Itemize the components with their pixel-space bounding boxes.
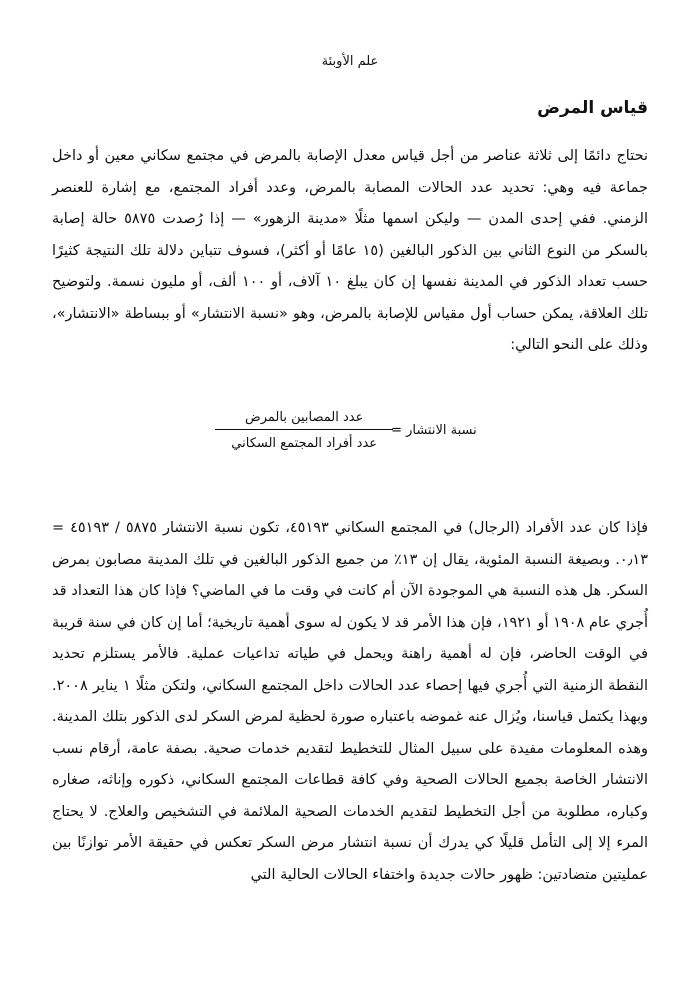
running-header: علم الأوبئة: [321, 54, 379, 69]
document-page: [52, 0, 648, 1000]
prevalence-formula: [52, 410, 648, 451]
paragraph-example: فإذا كان عدد الأفراد (الرجال) في المجتمع السكاني ٤٥١٩٣، تكون نسبة الانتشار ٥٨٧٥ / ٤٥١٩٣ = ٠٫١٣. وبصيغة النسبة المئوية، يقال إن ١٣٪ من جميع الذكور البالغين في تلك المدينة مصابون بمرض السكر. هل هذه النسبة هي الموجودة الآن أم كانت في وقت ما في الماضي؟ فإذا كان هذا التعداد قد أُجري عام ١٩٠٨ أو ١٩٢١، فإن هذا الأمر قد لا يكون له سوى أهمية تاريخية؛ أما إن كان في سنة قريبة في الوقت الحاضر، فإن له أهمية راهنة ويحمل في طياته تداعيات عملية. فالأمر يستلزم تحديد النقطة الزمنية التي أُجري فيها إحصاء عدد الحالات داخل المجتمع السكاني، ولتكن مثلًا ١ يناير ٢٠٠٨. وبهذا يكتمل قياسنا، ويُزال عنه غموضه باعتباره صورة لحظية لمرض السكر لدى الذكور بتلك المدينة. وهذه المعلومات مفيدة على سبيل المثال للتخطيط لتقديم خدمات صحية. بصفة عامة، أرقام نسب الانتشار الخاصة بجميع الحالات الصحية وفي كافة قطاعات المجتمع السكاني، ذكوره وإناثه، صغاره وكباره، مطلوبة من أجل التخطيط لتقديم الخدمات الصحية الملائمة في التشخيص والعلاج. لا يحتاج المرء إلا إلى التأمل قليلًا كي يدرك أن نسبة انتشار مرض السكر تعكس في حقيقة الأمر توازنًا بين عمليتين متضادتين: ظهور حالات جديدة واختفاء الحالات الحالية التي: [52, 520, 649, 883]
formula-denominator: عدد أفراد المجتمع السكاني: [231, 436, 378, 451]
paragraph-intro: نحتاج دائمًا إلى ثلاثة عناصر من أجل قياس معدل الإصابة بالمرض في مجتمع سكاني معين أو داخل جماعة فيه وهي: تحديد عدد الحالات المصابة بالمرض، وعدد أفراد المجتمع، مع إشارة للعنصر الزمني. ففي إحدى المدن — وليكن اسمها مثلًا «مدينة الزهور» — إذا رُصدت ٥٨٧٥ حالة إصابة بالسكر من النوع الثاني بين الذكور البالغين (١٥ عامًا أو أكثر)، فسوف تتباين دلالة تلك النتيجة كثيرًا حسب تعداد الذكور في المدينة نفسها إن كان يبلغ ١٠ آلاف، أو ١٠٠ ألف، أو مليون نسمة. ولتوضيح تلك العلاقة، يمكن حساب أول مقياس للإصابة بالمرض، وهو «نسبة الانتشار» أو ببساطة «الانتشار»، وذلك على النحو التالي:: [52, 148, 648, 353]
formula-numerator: عدد المصابين بالمرض: [215, 410, 393, 430]
section-title: قياس المرض: [537, 98, 648, 118]
formula-fraction: [223, 410, 385, 451]
formula-label: نسبة الانتشار =: [391, 423, 477, 438]
